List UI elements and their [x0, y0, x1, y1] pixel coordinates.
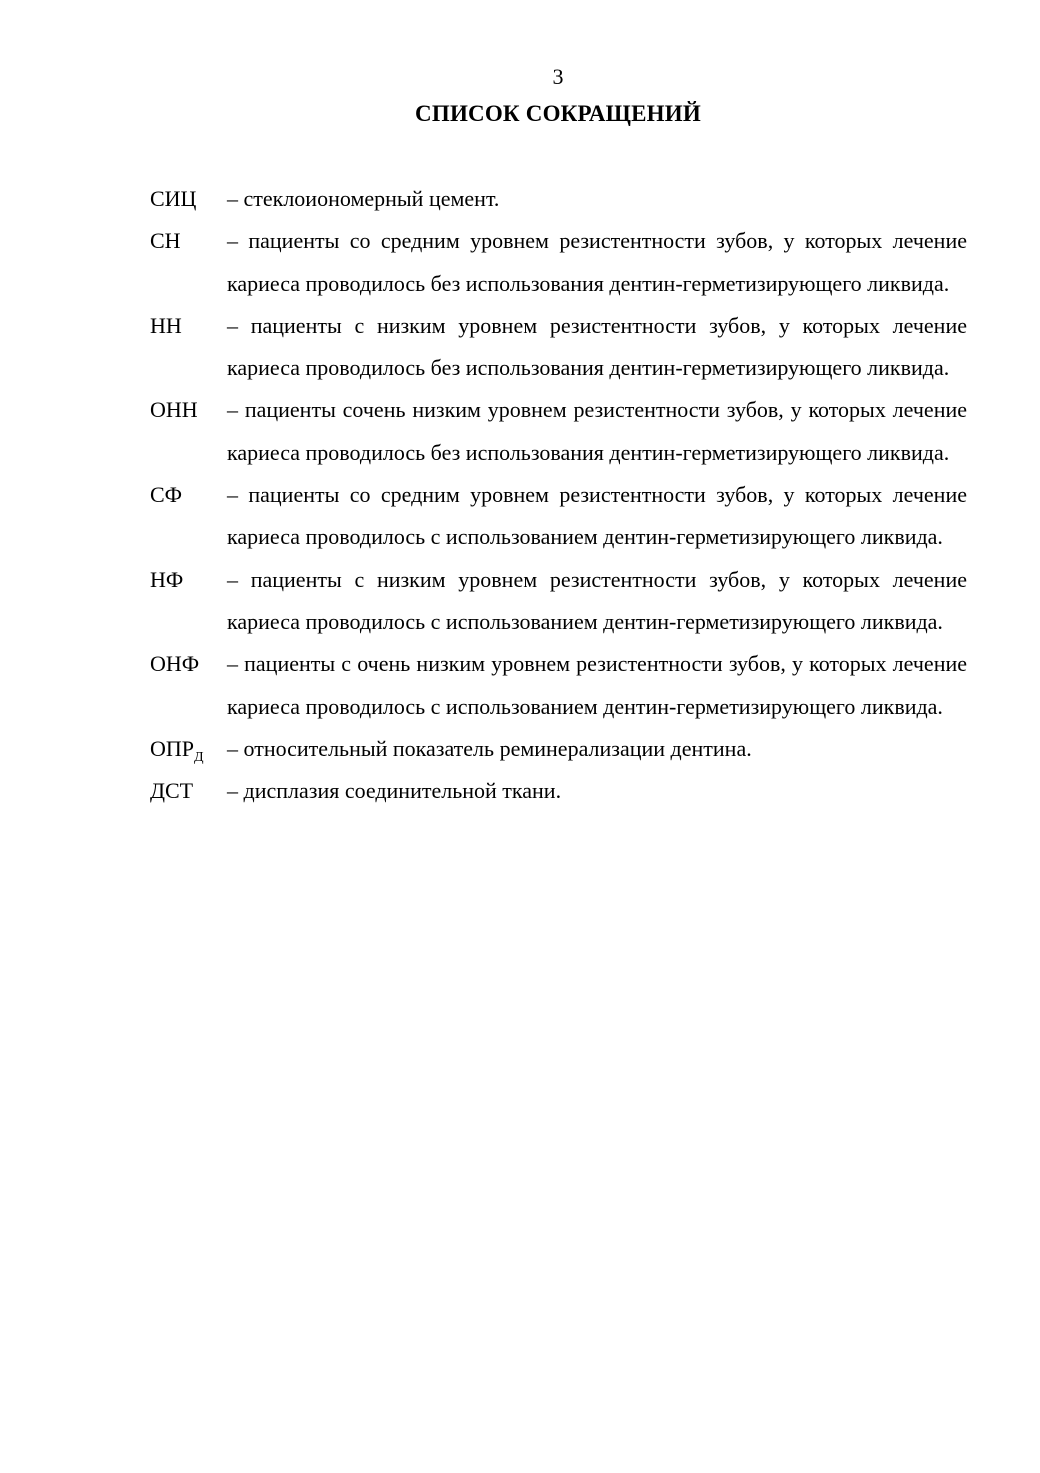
abbreviation-definition: – пациенты со средним уровнем резистентности зубов, у которых лечение кариеса проводилось без использования дентин-герметизирующего ликвида.	[227, 228, 967, 296]
page-title: СПИСОК СОКРАЩЕНИЙ	[415, 101, 701, 126]
abbreviation-entry	[150, 389, 967, 474]
abbreviation-term: СИЦ	[150, 186, 197, 211]
abbreviation-entry	[150, 474, 967, 559]
abbreviation-definition: – дисплазия соединительной ткани.	[227, 778, 562, 804]
abbreviation-term: СФ	[150, 482, 183, 508]
abbreviation-entry	[150, 178, 967, 220]
abbreviation-definition: – относительный показатель реминерализации дентина.	[227, 735, 752, 761]
abbreviation-term: ОНН	[150, 397, 198, 423]
abbreviation-entry	[150, 559, 967, 644]
abbreviation-definition: – стеклоиономерный цемент.	[227, 186, 500, 211]
abbreviation-definition: – пациенты со средним уровнем резистентности зубов, у которых лечение кариеса проводилось с использованием дентин-герметизирующего ликвида.	[227, 482, 967, 550]
abbreviation-term: ДСТ	[150, 778, 194, 804]
abbreviation-term: НФ	[150, 566, 184, 592]
abbreviation-term: $ОПР_Д$	[150, 735, 204, 765]
abbreviation-definition: – пациенты с низким уровнем резистентности зубов, у которых лечение кариеса проводилось с использованием дентин-герметизирующего ликвида.	[227, 566, 967, 634]
abbreviation-term: НН	[150, 312, 182, 338]
abbreviation-term: СН	[150, 228, 181, 254]
abbreviation-entry	[150, 728, 967, 770]
abbreviations-list	[150, 178, 967, 812]
abbreviation-definition: – пациенты сочень низким уровнем резистентности зубов, у которых лечение кариеса проводилось без использования дентин-герметизирующего ликвида.	[227, 397, 967, 465]
page-number: 3	[552, 64, 564, 89]
abbreviation-subscript: Д	[194, 749, 204, 765]
abbreviation-definition: – пациенты с низким уровнем резистентности зубов, у которых лечение кариеса проводилось без использования дентин-герметизирующего ликвида.	[227, 312, 967, 381]
abbreviation-term: ОНФ	[150, 651, 200, 677]
abbreviation-entry	[150, 220, 967, 305]
abbreviation-entry	[150, 305, 967, 390]
abbreviation-entry	[150, 770, 967, 812]
abbreviation-definition: – пациенты с очень низким уровнем резистентности зубов, у которых лечение кариеса проводилось с использованием дентин-герметизирующего ликвида.	[227, 651, 967, 719]
abbreviation-entry	[150, 643, 967, 728]
